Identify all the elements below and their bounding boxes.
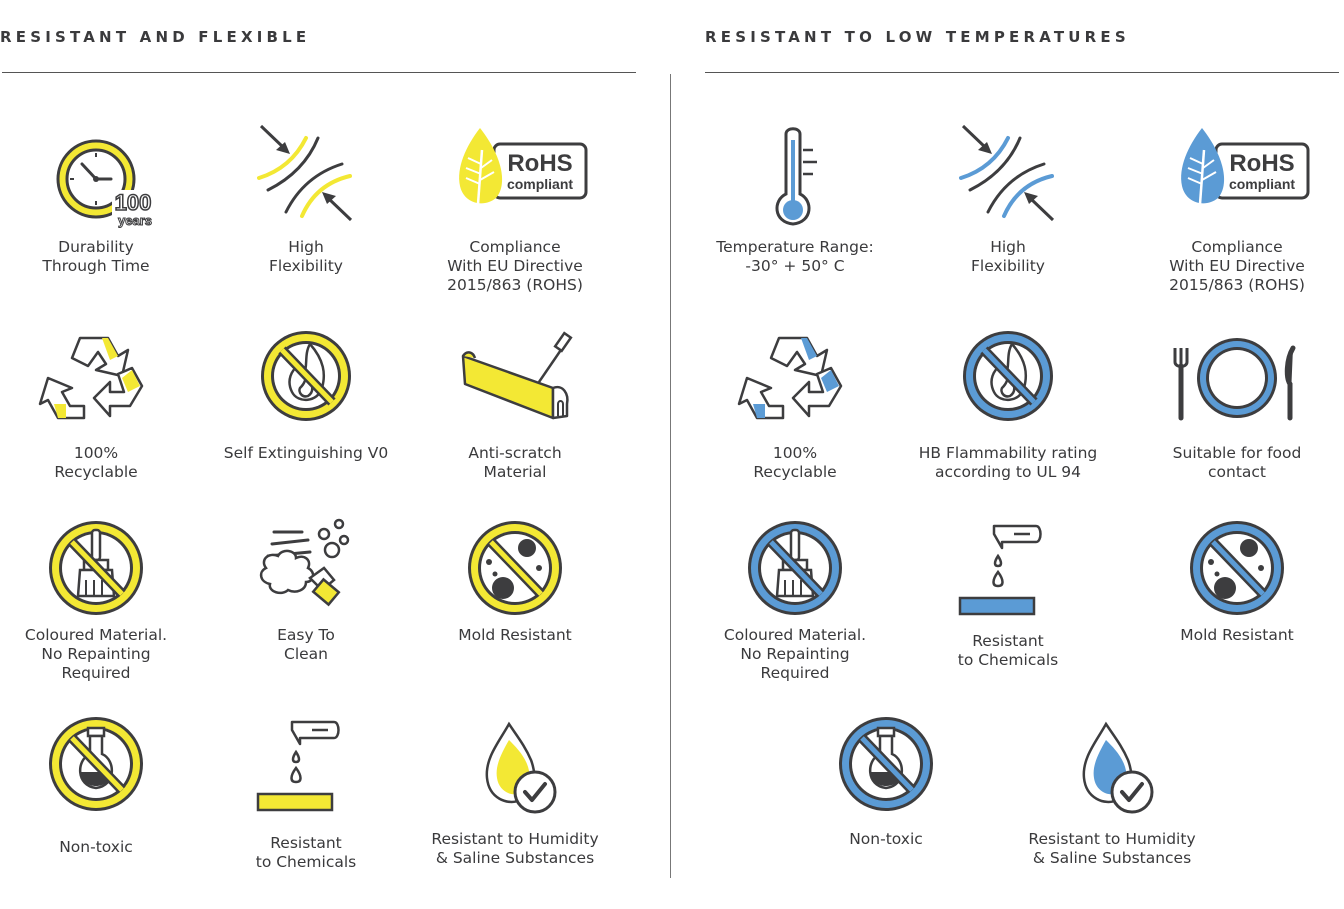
feature-label: Non-toxic: [849, 830, 923, 848]
feature-label: High Flexibility: [971, 238, 1045, 275]
feature-humidity-resistance: [1012, 716, 1212, 868]
feature-coloured-material: [0, 520, 196, 683]
feature-recyclable: [0, 330, 196, 482]
left-panel-title: RESISTANT AND FLEXIBLE: [0, 28, 311, 46]
no-mold-icon: [455, 520, 575, 620]
feature-easy-to-clean: [206, 520, 406, 664]
thermometer-icon: [735, 124, 855, 232]
feature-mold-resistant: [415, 520, 615, 645]
water-drop-check-icon: [455, 716, 575, 816]
rohs-sub-text: compliant: [506, 176, 574, 192]
water-drop-check-icon: [1052, 716, 1172, 816]
chemical-drops-icon: [948, 520, 1068, 620]
left-title-divider: [2, 72, 636, 73]
badge-years-text: years: [118, 213, 152, 228]
feature-label: Durability Through Time: [42, 238, 150, 275]
feature-label: Suitable for food contact: [1172, 444, 1302, 481]
fork-plate-knife-icon: [1172, 330, 1302, 438]
rohs-sub-text: compliant: [1228, 176, 1296, 192]
feature-high-flexibility: [908, 124, 1108, 276]
feature-label: Easy To Clean: [277, 626, 335, 663]
feature-label: Mold Resistant: [458, 626, 572, 644]
feature-rohs-compliance: [1137, 124, 1337, 295]
feature-temperature-range: [695, 124, 895, 276]
rohs-compliant-icon: [440, 124, 590, 232]
no-paint-brush-icon: [36, 520, 156, 620]
flexibility-arrows-icon: [246, 124, 366, 232]
feature-label: Non-toxic: [59, 838, 133, 856]
feature-label: Resistant to Chemicals: [957, 632, 1059, 669]
feature-label: Anti-scratch Material: [468, 444, 562, 481]
recycle-icon: [735, 330, 855, 438]
feature-label: Coloured Material. No Repainting Required: [24, 626, 168, 682]
feature-self-extinguishing: [206, 330, 406, 463]
feature-hb-flammability: [908, 330, 1108, 482]
feature-label: 100% Recyclable: [753, 444, 837, 481]
feature-label: HB Flammability rating according to UL 94: [918, 444, 1098, 481]
feature-label: Mold Resistant: [1180, 626, 1294, 644]
chemical-drops-icon: [246, 716, 366, 816]
feature-label: Compliance With EU Directive 2015/863 (ROHS): [1169, 238, 1305, 294]
feature-label: 100% Recyclable: [54, 444, 138, 481]
feature-anti-scratch: [415, 330, 615, 482]
feature-resistant-to-chemicals: [206, 716, 406, 872]
no-fire-icon: [246, 330, 366, 438]
washing-hands-icon: [246, 520, 366, 620]
feature-label: Self Extinguishing V0: [223, 444, 389, 462]
feature-non-toxic: [786, 716, 986, 849]
feature-durability: [0, 124, 196, 276]
feature-non-toxic: [0, 716, 196, 857]
anti-scratch-icon: [455, 330, 575, 438]
right-panel-title: RESISTANT TO LOW TEMPERATURES: [705, 28, 1130, 46]
no-fire-icon: [948, 330, 1068, 438]
feature-food-contact: [1137, 330, 1337, 482]
flexibility-arrows-icon: [948, 124, 1068, 232]
feature-label: Temperature Range: -30° + 50° C: [716, 238, 874, 275]
no-paint-brush-icon: [735, 520, 855, 620]
feature-label: Coloured Material. No Repainting Required: [723, 626, 867, 682]
feature-label: Resistant to Humidity & Saline Substances: [431, 830, 599, 867]
recycle-icon: [36, 330, 156, 438]
no-mold-icon: [1177, 520, 1297, 620]
feature-label: Resistant to Humidity & Saline Substances: [1028, 830, 1196, 867]
non-toxic-flask-icon: [36, 716, 156, 816]
rohs-main-text: RoHS: [507, 150, 573, 177]
feature-mold-resistant: [1137, 520, 1337, 645]
feature-rohs-compliance: [415, 124, 615, 295]
feature-coloured-material: [695, 520, 895, 683]
feature-label: Compliance With EU Directive 2015/863 (ROHS): [447, 238, 583, 294]
clock-100-years-icon: [36, 124, 156, 232]
feature-label: High Flexibility: [269, 238, 343, 275]
right-title-divider: [705, 72, 1339, 73]
feature-humidity-resistance: [415, 716, 615, 868]
feature-resistant-to-chemicals: [908, 520, 1108, 670]
non-toxic-flask-icon: [826, 716, 946, 816]
rohs-compliant-icon: [1162, 124, 1312, 232]
feature-recyclable: [695, 330, 895, 482]
panel-divider: [670, 74, 671, 878]
feature-label: Resistant to Chemicals: [255, 834, 357, 871]
badge-100-text: 100: [114, 190, 152, 215]
feature-high-flexibility: [206, 124, 406, 276]
rohs-main-text: RoHS: [1229, 150, 1295, 177]
